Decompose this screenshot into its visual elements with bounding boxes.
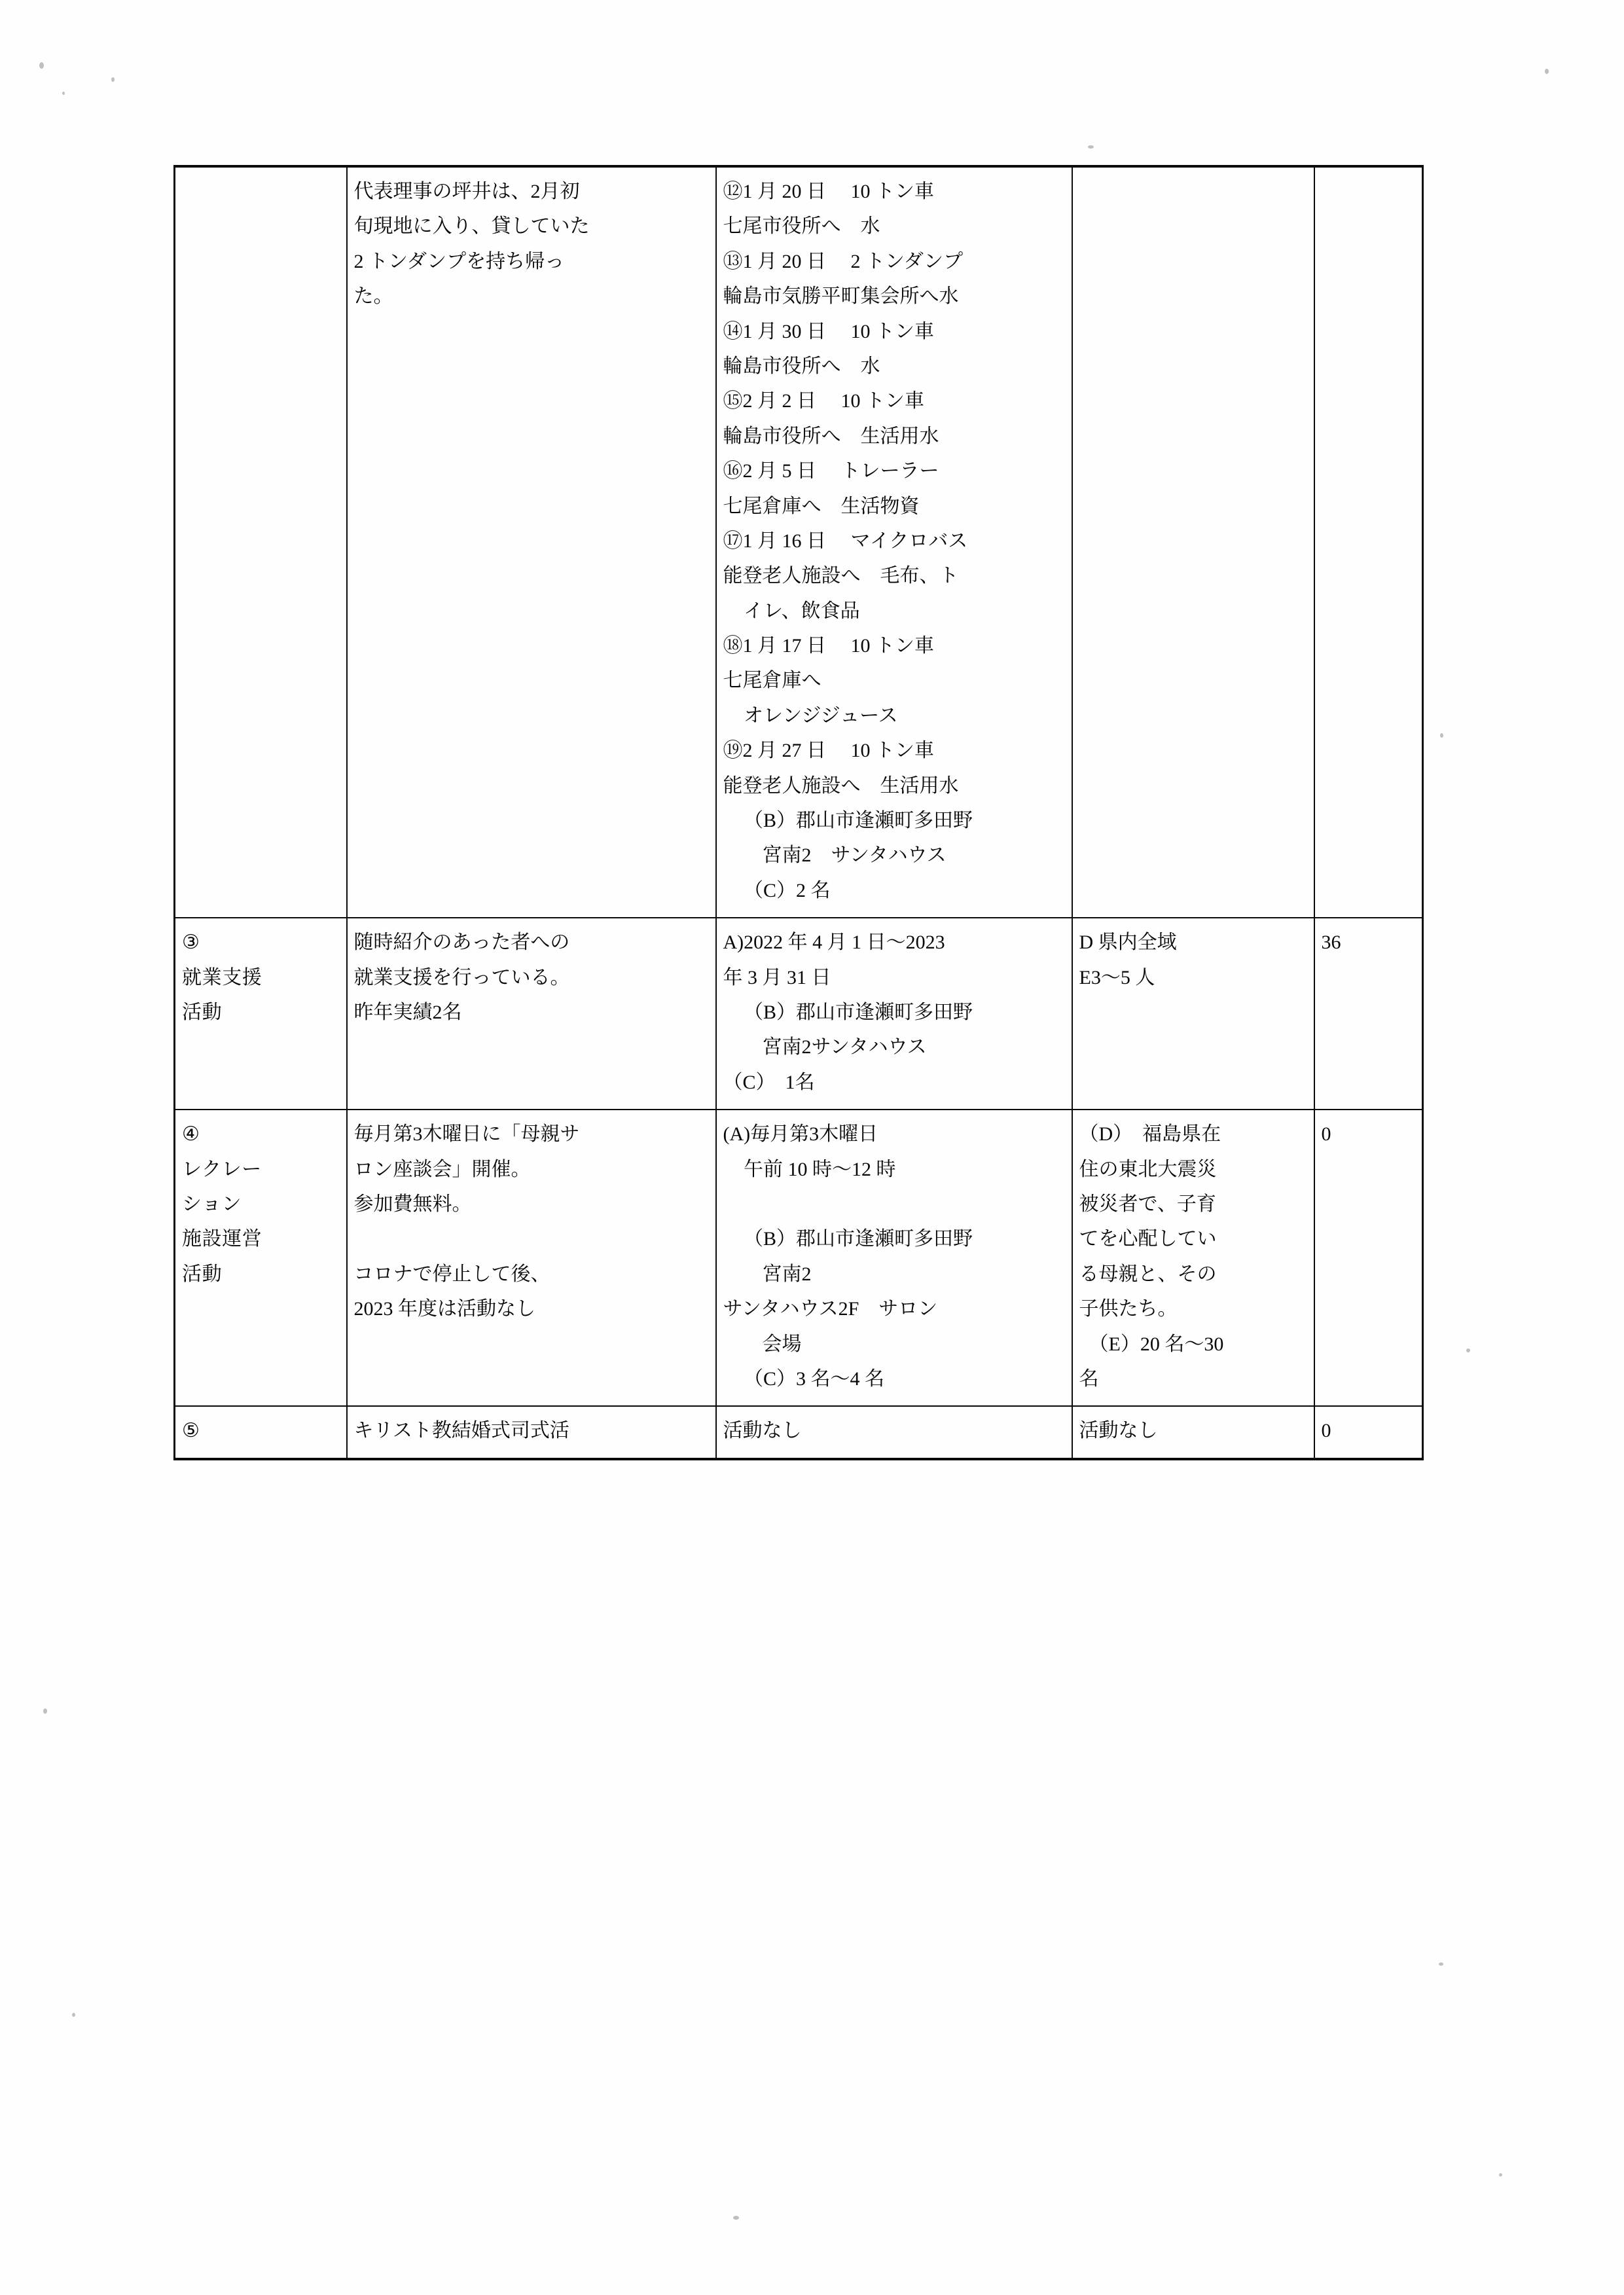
- scan-speckle: [1545, 69, 1549, 74]
- table-row: [175, 166, 1423, 918]
- detail-line: 宮南2 サンタハウス: [762, 844, 947, 867]
- activity-name-line: 活動: [182, 1001, 223, 1023]
- description-line: コロナで停止して後、: [353, 1263, 550, 1285]
- target-line: D 県内全域: [1079, 931, 1177, 954]
- detail-line: 活動なし: [723, 1420, 802, 1442]
- cell-activity-number: [175, 166, 347, 918]
- detail-line: （B）郡山市逢瀬町多田野: [744, 1228, 973, 1250]
- scan-speckle: [1440, 733, 1443, 738]
- detail-blank-line: [723, 1187, 1066, 1221]
- target-line: （E）20 名～30: [1079, 1333, 1224, 1355]
- cell-activity-description: [347, 166, 716, 918]
- activity-report-table: [173, 165, 1424, 1460]
- detail-line: サンタハウス2F サロン: [723, 1298, 938, 1320]
- scan-speckle: [1499, 2173, 1502, 2177]
- detail-line: 能登老人施設へ 毛布、ト: [723, 565, 959, 587]
- activity-number: ③: [182, 931, 200, 954]
- detail-line: イレ、飲食品: [744, 600, 860, 622]
- detail-line: (A)毎月第3木曜日: [723, 1123, 878, 1146]
- scan-speckle: [1088, 145, 1094, 149]
- detail-line: 宮南2サンタハウス: [762, 1036, 927, 1058]
- cell-activity-detail: [716, 1110, 1072, 1406]
- detail-line: 能登老人施設へ 生活用水: [723, 774, 959, 797]
- activity-name-line: 就業支援: [182, 966, 262, 988]
- cell-activity-number: [175, 918, 347, 1110]
- cell-activity-number: [175, 1110, 347, 1406]
- cell-activity-description: [347, 1110, 716, 1406]
- detail-line: ⑰1 月 16 日 マイクロバス: [723, 530, 968, 552]
- cell-activity-count: [1314, 166, 1423, 918]
- table-row: [175, 1110, 1423, 1406]
- table-row: [175, 1406, 1423, 1458]
- description-line: 随時紹介のあった者への: [353, 931, 570, 954]
- target-line: る母親と、その: [1079, 1263, 1217, 1285]
- scan-speckle: [43, 1708, 47, 1714]
- description-line: 旬現地に入り、貸していた: [353, 215, 590, 238]
- activity-count: 0: [1321, 1420, 1331, 1442]
- cell-activity-description: [347, 918, 716, 1110]
- description-line: 参加費無料。: [353, 1193, 472, 1215]
- scan-speckle: [1439, 1962, 1443, 1966]
- scan-speckle: [111, 77, 115, 82]
- scan-speckle: [72, 2013, 75, 2017]
- detail-line: （B）郡山市逢瀬町多田野: [744, 1001, 973, 1023]
- target-line: 住の東北大震災: [1079, 1158, 1217, 1180]
- activity-number: ④: [182, 1123, 200, 1146]
- description-line: 就業支援を行っている。: [353, 966, 570, 988]
- cell-activity-target: [1072, 1406, 1314, 1458]
- detail-line: 年 3 月 31 日: [723, 966, 831, 988]
- description-line: 代表理事の坪井は、2月初: [353, 181, 580, 202]
- cell-activity-count: [1314, 918, 1423, 1110]
- description-blank-line: [354, 1221, 710, 1256]
- target-line: てを心配してい: [1079, 1228, 1217, 1250]
- detail-line: （B）郡山市逢瀬町多田野: [744, 810, 973, 832]
- detail-line: ⑱1 月 17 日 10 トン車: [723, 635, 934, 657]
- target-line: 名: [1079, 1367, 1099, 1390]
- scan-speckle: [39, 62, 44, 69]
- detail-line: ⑬1 月 20 日 2 トンダンプ: [723, 250, 964, 272]
- description-line: 2 トンダンプを持ち帰っ: [353, 250, 565, 272]
- description-line: た。: [353, 285, 393, 308]
- scan-speckle: [1466, 1348, 1470, 1352]
- cell-activity-number: [175, 1406, 347, 1458]
- activity-count: 36: [1321, 931, 1341, 954]
- description-line: 昨年実績2名: [353, 1001, 462, 1023]
- activity-name-line: レクレー: [182, 1158, 262, 1180]
- detail-line: ⑮2 月 2 日 10 トン車: [723, 390, 924, 412]
- cell-activity-target: [1072, 166, 1314, 918]
- cell-activity-detail: [716, 166, 1072, 918]
- detail-line: （C）3 名～4 名: [744, 1367, 885, 1390]
- description-line: 2023 年度は活動なし: [353, 1298, 535, 1320]
- cell-activity-detail: [716, 1406, 1072, 1458]
- description-line: ロン座談会」開催。: [353, 1158, 531, 1180]
- activity-name-line: 施設運営: [182, 1228, 262, 1250]
- detail-line: オレンジジュース: [744, 704, 898, 727]
- detail-line: （C）2 名: [744, 879, 831, 901]
- detail-line: 輪島市役所へ 水: [723, 355, 880, 377]
- detail-line: 七尾倉庫へ: [723, 670, 821, 692]
- detail-line: 会場: [762, 1333, 802, 1355]
- target-line: E3～5 人: [1079, 966, 1155, 988]
- activity-count: 0: [1321, 1123, 1331, 1146]
- detail-line: 七尾倉庫へ 生活物資: [723, 495, 920, 517]
- target-line: 被災者で、子育: [1079, 1193, 1216, 1215]
- detail-line: 輪島市役所へ 生活用水: [723, 425, 939, 447]
- target-line: 活動なし: [1079, 1420, 1158, 1442]
- cell-activity-count: [1314, 1110, 1423, 1406]
- cell-activity-description: [347, 1406, 716, 1458]
- detail-line: A)2022 年 4 月 1 日～2023: [723, 931, 945, 954]
- detail-line: 午前 10 時～12 時: [744, 1158, 896, 1180]
- table-row: [175, 918, 1423, 1110]
- cell-activity-detail: [716, 918, 1072, 1110]
- detail-line: （C） 1名: [723, 1071, 815, 1093]
- description-line: 毎月第3木曜日に「母親サ: [353, 1123, 580, 1146]
- description-line: キリスト教結婚式司式活: [353, 1420, 569, 1442]
- scan-speckle: [62, 92, 65, 95]
- cell-activity-count: [1314, 1406, 1423, 1458]
- detail-line: 宮南2: [762, 1263, 812, 1285]
- cell-activity-target: [1072, 1110, 1314, 1406]
- detail-line: 七尾市役所へ 水: [723, 215, 880, 238]
- detail-line: ⑫1 月 20 日 10 トン車: [723, 181, 934, 202]
- activity-name-line: 活動: [182, 1263, 223, 1285]
- activity-name-line: ション: [182, 1193, 242, 1215]
- activity-number: ⑤: [182, 1420, 200, 1442]
- target-line: 子供たち。: [1079, 1298, 1178, 1320]
- detail-line: ⑲2 月 27 日 10 トン車: [723, 740, 934, 762]
- scan-speckle: [733, 2216, 739, 2220]
- detail-line: ⑯2 月 5 日 トレーラー: [723, 460, 939, 482]
- detail-line: ⑭1 月 30 日 10 トン車: [723, 320, 934, 342]
- cell-activity-target: [1072, 918, 1314, 1110]
- detail-line: 輪島市気勝平町集会所へ水: [723, 285, 959, 308]
- target-line: （D） 福島県在: [1079, 1123, 1221, 1146]
